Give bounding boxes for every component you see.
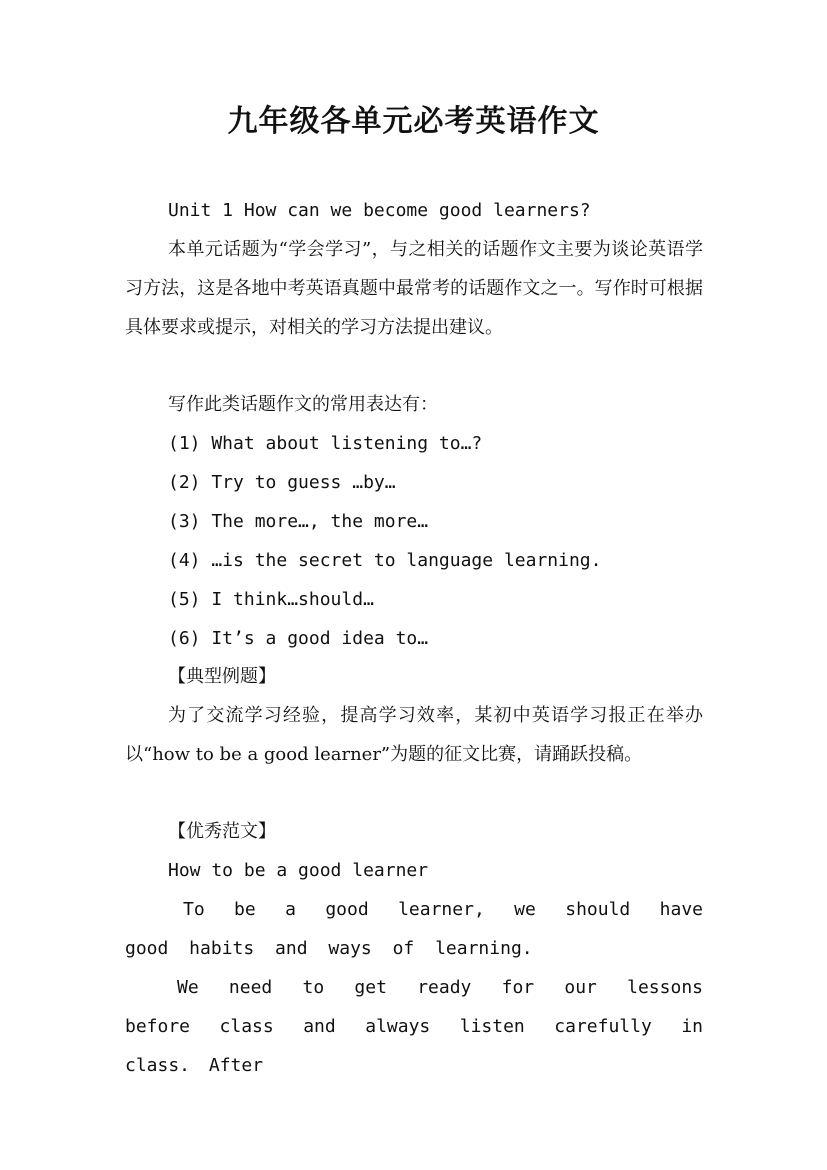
sample-heading: 【优秀范文】 bbox=[168, 821, 276, 842]
unit-heading: Unit 1 How can we become good learners? bbox=[168, 200, 591, 221]
expressions-heading: 写作此类话题作文的常用表达有： bbox=[168, 394, 438, 415]
expression-item: (1) What about listening to…? bbox=[168, 433, 483, 454]
expression-item: (5) I think…should… bbox=[168, 589, 374, 610]
page-title: 九年级各单元必考英语作文 bbox=[227, 104, 600, 139]
example-heading: 【典型例题】 bbox=[168, 666, 276, 687]
essay-paragraph-1: To be a good learner, we should have good habits and ways of learning. bbox=[125, 899, 703, 959]
expression-item: (4) …is the secret to language learning. bbox=[168, 550, 602, 571]
essay-paragraph-2: We need to get ready for our lessons before class and always listen carefully in class. After bbox=[125, 977, 703, 1076]
example-paragraph: 为了交流学习经验，提高学习效率，某初中英语学习报正在举办以“how to be a good learner”为题的征文比赛，请踊跃投稿。 bbox=[125, 705, 703, 765]
expression-item: (3) The more…, the more… bbox=[168, 511, 429, 532]
essay-title: How to be a good learner bbox=[168, 860, 429, 881]
intro-paragraph: 本单元话题为“学会学习”，与之相关的话题作文主要为谈论英语学习方法，这是各地中考英语真题中最常考的话题作文之一。写作时可根据具体要求或提示，对相关的学习方法提出建议。 bbox=[125, 239, 703, 338]
expression-item: (2) Try to guess …by… bbox=[168, 472, 396, 493]
expression-item: (6) It’s a good idea to… bbox=[168, 628, 429, 649]
